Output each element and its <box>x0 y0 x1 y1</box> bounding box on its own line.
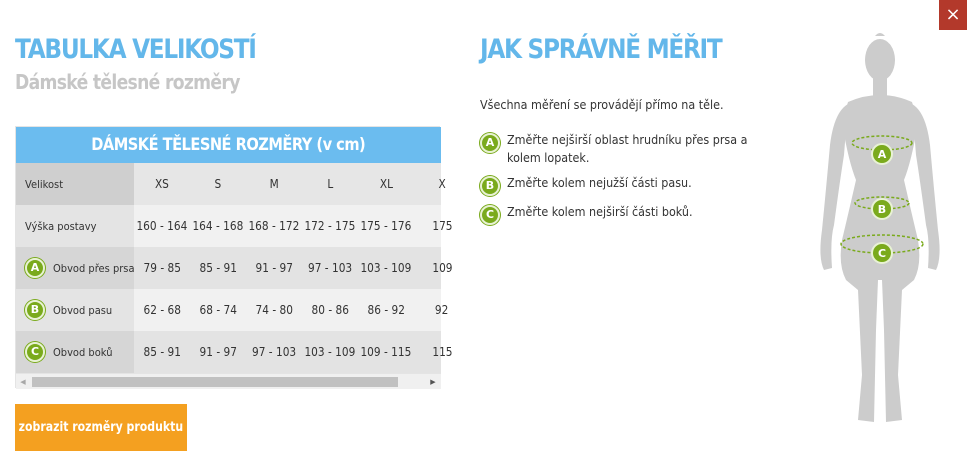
table-cell <box>302 205 358 247</box>
cell-text: 91 - 97 <box>199 345 237 359</box>
table-cell <box>134 331 190 373</box>
measure-step-b <box>480 174 770 196</box>
table-row-bust <box>16 247 453 289</box>
scroll-right-icon[interactable]: ▶ <box>430 378 436 386</box>
table-row-waist <box>16 289 449 331</box>
table-cell <box>134 163 190 205</box>
cell-text: 175 - 176 <box>360 219 412 233</box>
cell-text: 91 - 97 <box>255 261 293 275</box>
table-cell <box>190 163 246 205</box>
cell-text: L <box>327 177 333 191</box>
table-cell <box>246 163 302 205</box>
table-cell <box>190 331 246 373</box>
table-cell <box>414 289 470 331</box>
row-label-text: Velikost <box>25 177 64 191</box>
table-cell <box>134 205 190 247</box>
cell-text: 103 - 109 <box>360 261 412 275</box>
cell-text: 86 - 92 <box>367 303 405 317</box>
cell-text: 85 - 91 <box>199 261 237 275</box>
cell-text: 97 - 103 <box>251 345 297 359</box>
table-cell <box>414 247 470 289</box>
badge-c: C <box>25 342 45 362</box>
marker-b-text: B <box>877 203 887 216</box>
table-cell <box>134 289 190 331</box>
cell-text: XL <box>379 177 393 191</box>
table-cell <box>246 331 302 373</box>
table-cell <box>246 247 302 289</box>
table-row-sizes <box>16 163 446 205</box>
size-table <box>15 126 453 388</box>
table-cell <box>358 247 414 289</box>
cell-text: X <box>438 177 446 191</box>
size-table-subtitle: Dámské tělesné rozměry <box>15 70 240 94</box>
figure-marker-c <box>872 243 892 263</box>
table-cell <box>190 247 246 289</box>
measure-steps <box>480 131 770 232</box>
body-silhouette <box>820 33 939 422</box>
cell-text: 85 - 91 <box>143 345 181 359</box>
cell-text: 164 - 168 <box>192 219 244 233</box>
measure-step-a <box>480 131 770 167</box>
table-cell <box>358 289 414 331</box>
cell-text: 109 <box>431 261 453 275</box>
row-label-text: Obvod přes prsa <box>53 261 135 275</box>
scroll-left-icon[interactable]: ◀ <box>20 378 26 386</box>
cell-text: 74 - 80 <box>255 303 293 317</box>
row-label <box>16 205 134 247</box>
badge-c: C <box>480 205 500 225</box>
row-label <box>16 331 134 373</box>
row-label <box>16 247 134 289</box>
cell-text: 115 <box>431 345 453 359</box>
measure-guide-title: JAK SPRÁVNĚ MĚŘIT <box>480 34 722 65</box>
badge-a: A <box>25 258 45 278</box>
female-body-figure <box>812 30 952 430</box>
step-text: Změřte kolem nejširší části boků. <box>507 205 693 219</box>
table-cell <box>302 163 358 205</box>
cell-text: 80 - 86 <box>311 303 349 317</box>
measure-intro: Všechna měření se provádějí přímo na těle. <box>480 98 724 112</box>
table-cell <box>414 163 470 205</box>
step-text: Změřte nejširší oblast hrudníku přes prsa a kolem lopatek. <box>507 133 748 165</box>
cell-text: 160 - 164 <box>136 219 188 233</box>
table-cell <box>190 205 246 247</box>
marker-a-text: A <box>877 148 887 161</box>
size-table-header <box>16 127 441 163</box>
cell-text: 103 - 109 <box>304 345 356 359</box>
step-text: Změřte kolem nejužší části pasu. <box>507 176 692 190</box>
table-cell <box>246 205 302 247</box>
row-label <box>16 289 134 331</box>
table-cell <box>358 163 414 205</box>
cell-text: XS <box>155 177 169 191</box>
cell-text: 168 - 172 <box>248 219 300 233</box>
table-cell <box>134 247 190 289</box>
row-label-text: Výška postavy <box>25 219 97 233</box>
cell-text: 79 - 85 <box>143 261 181 275</box>
product-button-label: zobrazit rozměry produktu <box>18 420 184 435</box>
table-cell <box>414 331 470 373</box>
cell-text: S <box>214 177 222 191</box>
measure-step-c <box>480 203 770 225</box>
show-product-dimensions-button[interactable] <box>15 404 187 451</box>
cell-text: 109 - 115 <box>360 345 412 359</box>
horizontal-scrollbar[interactable] <box>16 373 441 389</box>
cell-text: M <box>269 177 279 191</box>
table-cell <box>302 289 358 331</box>
scroll-thumb[interactable] <box>32 377 398 387</box>
figure-marker-b <box>872 199 892 219</box>
table-cell <box>246 289 302 331</box>
cell-text: 62 - 68 <box>143 303 181 317</box>
badge-b: B <box>25 300 45 320</box>
table-cell <box>358 205 414 247</box>
table-cell <box>358 331 414 373</box>
table-row-height <box>16 205 453 247</box>
cell-text: 172 - 175 <box>304 219 356 233</box>
close-button[interactable]: × <box>939 0 967 30</box>
marker-c-text: C <box>877 247 887 260</box>
badge-a: A <box>480 133 500 153</box>
table-cell <box>190 289 246 331</box>
badge-b: B <box>480 176 500 196</box>
cell-text: 92 <box>435 303 449 317</box>
figure-marker-a <box>872 144 892 164</box>
size-table-title: TABULKA VELIKOSTÍ <box>15 34 256 65</box>
table-cell <box>302 331 358 373</box>
cell-text: 68 - 74 <box>199 303 237 317</box>
row-label-text: Obvod pasu <box>53 303 113 317</box>
cell-text: 175 <box>431 219 453 233</box>
row-label-text: Obvod boků <box>53 345 113 359</box>
row-label <box>16 163 134 205</box>
table-row-hips <box>16 331 453 373</box>
size-table-header-text: DÁMSKÉ TĚLESNÉ ROZMĚRY (v cm) <box>91 135 366 155</box>
table-cell <box>302 247 358 289</box>
cell-text: 97 - 103 <box>307 261 353 275</box>
table-cell <box>414 205 470 247</box>
